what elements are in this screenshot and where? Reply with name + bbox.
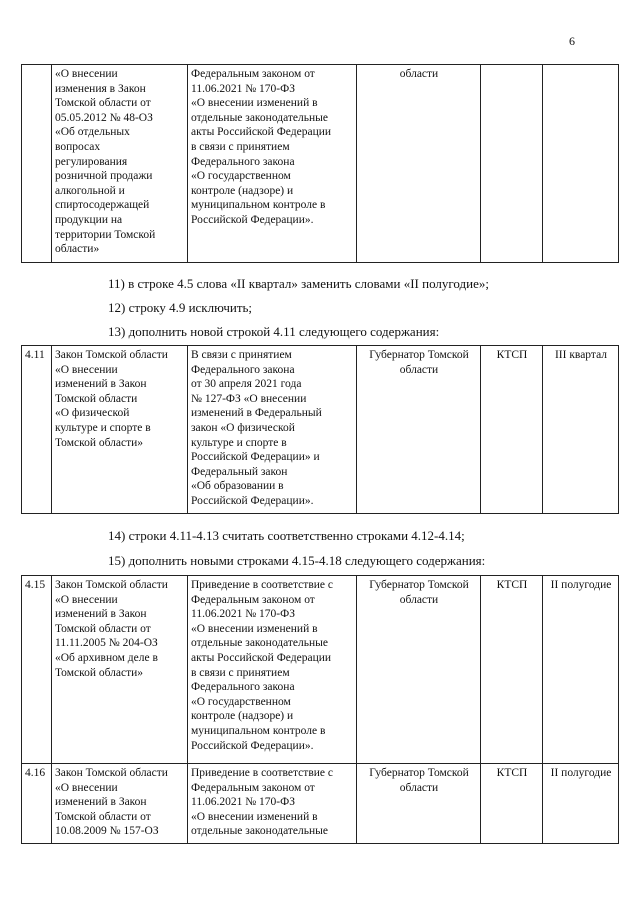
law-name-cell: Закон Томской области «О внесении изменений в Закон Томской области от 11.11.2005 № 204-ОЗ «Об архивном деле в Томской области» [52,576,188,764]
paragraph-15: 15) дополнить новыми строками 4.15-4.18 следующего содержания: [108,553,486,568]
row-number-cell [22,65,52,263]
table-rows-4-15-4-16 [21,575,619,844]
term-cell [543,65,619,263]
paragraph-14: 14) строки 4.11-4.13 считать соответственно строками 4.12-4.14; [108,528,465,543]
paragraph-11: 11) в строке 4.5 слова «II квартал» заменить словами «II полугодие»; [108,276,489,291]
law-name-cell: Закон Томской области «О внесении изменений в Закон Томской области «О физической культуре и спорте в Томской области» [52,346,188,514]
row-number-cell: 4.16 [22,764,52,844]
basis-cell: Приведение в соответствие с Федеральным законом от 11.06.2021 № 170-ФЗ «О внесении изменений в отдельные законодательные [188,764,357,844]
committee-cell: КТСП [481,764,543,844]
row-number-cell: 4.11 [22,346,52,514]
responsible-cell: области [357,65,481,263]
row-number-cell: 4.15 [22,576,52,764]
paragraph-13: 13) дополнить новой строкой 4.11 следующего содержания: [108,324,440,339]
term-cell: III квартал [543,346,619,514]
table-row [22,576,619,764]
table-continuation [21,64,619,263]
table-row [22,764,619,844]
responsible-cell: Губернатор Томской области [357,764,481,844]
table-row-4-11 [21,345,619,514]
responsible-cell: Губернатор Томской области [357,346,481,514]
committee-cell: КТСП [481,576,543,764]
basis-cell: Федеральным законом от 11.06.2021 № 170-ФЗ «О внесении изменений в отдельные законодательные акты Российской Федерации в связи с принятием Федерального закона «О государственном контроле (надзоре) и муниципальном контроле в Российской Федерации». [188,65,357,263]
paragraph-12: 12) строку 4.9 исключить; [108,300,253,315]
table-row [22,346,619,514]
law-name-cell: Закон Томской области «О внесении изменений в Закон Томской области от 10.08.2009 № 157-ОЗ [52,764,188,844]
term-cell: II полугодие [543,764,619,844]
law-name-cell: «О внесении изменения в Закон Томской области от 05.05.2012 № 48-ОЗ «Об отдельных вопросах регулирования розничной продажи алкогольной и спиртосодержащей продукции на территории Томской области» [52,65,188,263]
term-cell: II полугодие [543,576,619,764]
committee-cell [481,65,543,263]
basis-cell: В связи с принятием Федерального закона от 30 апреля 2021 года № 127-ФЗ «О внесении изменений в Федеральный закон «О физической культуре и спорте в Российской Федерации» и Федеральный закон «Об образовании в Российской Федерации». [188,346,357,514]
committee-cell: КТСП [481,346,543,514]
responsible-cell: Губернатор Томской области [357,576,481,764]
page-number: 6 [569,34,575,48]
basis-cell: Приведение в соответствие с Федеральным законом от 11.06.2021 № 170-ФЗ «О внесении изменений в отдельные законодательные акты Российской Федерации в связи с принятием Федерального закона «О государственном контроле (надзоре) и муниципальном контроле в Российской Федерации». [188,576,357,764]
table-row [22,65,619,263]
